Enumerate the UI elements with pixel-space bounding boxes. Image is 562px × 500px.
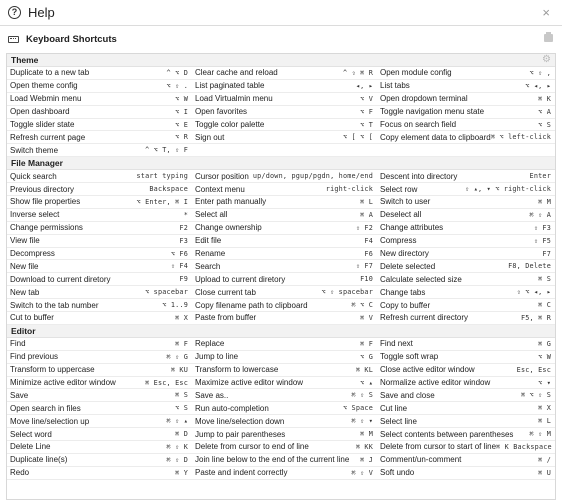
shortcut-action: Toggle navigation menu state xyxy=(380,107,485,117)
shortcut-entry xyxy=(7,312,192,325)
shortcut-entry xyxy=(7,389,192,402)
shortcut-keys: ⌥ W xyxy=(175,94,188,103)
shortcut-action: Calculate selected size xyxy=(380,274,462,284)
shortcut-entry xyxy=(7,260,192,273)
shortcut-entry xyxy=(7,402,192,415)
shortcut-keys: ⌥ T xyxy=(360,120,373,129)
shortcut-action: Search xyxy=(195,261,221,271)
shortcut-action: Change ownership xyxy=(195,223,262,233)
shortcut-keys: * xyxy=(183,210,188,219)
shortcut-entry xyxy=(7,351,192,364)
shortcut-action: View file xyxy=(10,236,40,246)
shortcut-keys: ⌥ ▾ xyxy=(538,378,551,387)
shortcut-entry xyxy=(192,441,377,454)
section-header xyxy=(7,325,555,338)
shortcut-entry xyxy=(7,235,192,248)
shortcut-entry xyxy=(7,428,192,441)
shortcut-keys: ⌘ Esc, Esc xyxy=(145,378,188,387)
shortcut-entry xyxy=(377,80,555,93)
shortcut-action: List paginated table xyxy=(195,81,265,91)
shortcut-action: New directory xyxy=(380,249,429,259)
shortcut-keys: ⌘ ⇧ ▾ xyxy=(351,417,373,426)
shortcut-keys: F10 xyxy=(360,275,373,284)
shortcut-action: Redo xyxy=(10,468,30,478)
shortcut-action: Switch theme xyxy=(10,145,59,155)
shortcut-action: Change permissions xyxy=(10,223,83,233)
shortcut-action: Cursor position xyxy=(195,171,249,181)
shortcut-action: Paste and indent correctly xyxy=(195,468,288,478)
shortcut-entry xyxy=(7,467,192,480)
shortcut-keys: ⌥ 1..9 xyxy=(162,301,188,310)
shortcut-keys: ⌘ ⇧ K xyxy=(166,442,188,451)
shortcut-keys: ⌘ F xyxy=(175,339,188,348)
shortcut-action: Jump to line xyxy=(195,352,239,362)
shortcut-entry xyxy=(377,428,555,441)
shortcut-entry xyxy=(7,93,192,106)
shortcut-entry xyxy=(192,454,377,467)
shortcut-keys: ⌘ S xyxy=(175,391,188,400)
shortcut-entry xyxy=(192,119,377,132)
shortcut-action: Change attributes xyxy=(380,223,444,233)
shortcut-entry xyxy=(377,93,555,106)
shortcut-entry xyxy=(192,467,377,480)
shortcut-action: Save xyxy=(10,390,29,400)
shortcut-keys: ⌥ R xyxy=(175,133,188,142)
shortcut-keys: ⌥ F6 xyxy=(170,249,188,258)
shortcut-keys: ⌘ ⇧ M xyxy=(529,430,551,439)
section-header xyxy=(7,54,555,67)
shortcut-action: Run auto-completion xyxy=(195,403,269,413)
shortcut-keys: ⌘ A xyxy=(360,210,373,219)
shortcut-action: Quick search xyxy=(10,171,57,181)
shortcut-keys: ⌘ ⇧ G xyxy=(166,352,188,361)
shortcut-action: Load Webmin menu xyxy=(10,94,82,104)
shortcut-keys: ⇧ ⌥ ◂, ▸ xyxy=(516,288,551,297)
shortcut-entry xyxy=(7,364,192,377)
shortcut-entry xyxy=(377,248,555,261)
shortcut-keys: ^ ⇧ ⌘ R xyxy=(342,68,373,77)
shortcut-action: Delete Line xyxy=(10,442,51,452)
shortcut-keys: ⌘ KU xyxy=(170,365,188,374)
shortcut-entry xyxy=(192,299,377,312)
shortcut-action: Minimize active editor window xyxy=(10,378,116,388)
shortcut-action: Transform to lowercase xyxy=(195,365,279,375)
shortcut-entry xyxy=(377,389,555,402)
shortcut-entry xyxy=(377,183,555,196)
shortcut-keys: F8, Delete xyxy=(508,262,551,271)
shortcut-keys: ⌥ Space xyxy=(342,404,373,413)
shortcut-keys: ⌥ W xyxy=(538,352,551,361)
shortcut-action: Show file properties xyxy=(10,197,81,207)
shortcut-action: Join line below to the end of the current line xyxy=(195,455,350,465)
shortcut-entry xyxy=(7,106,192,119)
shortcut-entry xyxy=(7,131,192,144)
gear-icon[interactable]: ⚙ xyxy=(542,54,551,65)
shortcut-entry xyxy=(7,222,192,235)
shortcut-action: Toggle soft wrap xyxy=(380,352,439,362)
shortcut-action: Decompress xyxy=(10,249,55,259)
shortcut-action: Delete selected xyxy=(380,261,436,271)
shortcut-keys: Esc, Esc xyxy=(516,365,551,374)
shortcut-keys: ⇧ F4 xyxy=(170,262,188,271)
shortcut-entry xyxy=(7,144,192,157)
shortcut-entry xyxy=(7,286,192,299)
shortcut-keys: F7 xyxy=(542,249,551,258)
shortcut-action: Toggle color palette xyxy=(195,120,265,129)
shortcut-keys: ⌘ ⇧ V xyxy=(351,468,373,477)
shortcut-action: Save as.. xyxy=(195,390,229,400)
shortcut-entry xyxy=(192,183,377,196)
shortcut-keys: ^ ⌥ T, ⇧ F xyxy=(145,146,188,155)
shortcut-keys: F9 xyxy=(179,275,188,284)
shortcut-keys: ◂, ▸ xyxy=(355,81,373,90)
shortcut-action: Duplicate to a new tab xyxy=(10,68,90,78)
shortcut-action: Sign out xyxy=(195,132,225,142)
shortcut-entry xyxy=(377,467,555,480)
shortcut-action: Edit file xyxy=(195,236,222,246)
shortcut-action: Switch to user xyxy=(380,197,431,207)
shortcut-keys: ⌘ J xyxy=(360,455,373,464)
shortcut-entry xyxy=(377,131,555,144)
shortcut-action: Load Virtualmin menu xyxy=(195,94,273,104)
shortcut-entry xyxy=(7,80,192,93)
shortcut-action: Find next xyxy=(380,339,413,349)
section-header xyxy=(7,157,555,170)
shortcut-keys: ⌥ ⇧ spacebar xyxy=(321,288,373,297)
shortcut-keys: ⇧ F3 xyxy=(533,223,551,232)
shortcut-action: Move line/selection down xyxy=(195,416,285,426)
shortcut-action: Find xyxy=(10,339,26,349)
shortcut-entry xyxy=(377,170,555,183)
shortcut-action: Toggle slider state xyxy=(10,120,75,129)
shortcut-action: Clear cache and reload xyxy=(195,68,278,78)
shortcut-keys: ⇧ ▴, ▾ ⌥ right-click xyxy=(465,185,551,194)
shortcut-entry xyxy=(7,273,192,286)
shortcut-entry xyxy=(7,299,192,312)
shortcut-entry xyxy=(7,248,192,261)
shortcut-entry xyxy=(192,364,377,377)
print-icon[interactable] xyxy=(544,34,553,42)
shortcut-action: Duplicate line(s) xyxy=(10,455,68,465)
shortcut-entry xyxy=(192,351,377,364)
shortcut-grid xyxy=(7,338,555,480)
shortcut-action: Open favorites xyxy=(195,107,248,117)
shortcut-entry xyxy=(192,106,377,119)
shortcut-action: Replace xyxy=(195,339,225,349)
shortcut-entry xyxy=(377,222,555,235)
shortcut-keys: ⌥ V xyxy=(360,94,373,103)
shortcut-entry xyxy=(192,415,377,428)
shortcut-grid xyxy=(7,67,555,157)
shortcut-action: Maximize active editor window xyxy=(195,378,304,388)
shortcut-keys: ⌘ V xyxy=(360,313,373,322)
shortcut-entry xyxy=(7,170,192,183)
shortcut-entry xyxy=(192,338,377,351)
shortcut-action: Select line xyxy=(380,416,417,426)
shortcut-keys: ⌘ / xyxy=(538,455,551,464)
shortcut-keys: ⌘ S xyxy=(538,275,551,284)
shortcut-keys: ⇧ F5 xyxy=(533,236,551,245)
shortcut-entry xyxy=(377,441,555,454)
shortcut-action: Copy to buffer xyxy=(380,300,431,310)
shortcut-entry xyxy=(377,196,555,209)
shortcut-action: Context menu xyxy=(195,184,245,194)
shortcut-action: Cut line xyxy=(380,403,408,413)
shortcut-entry xyxy=(377,67,555,80)
shortcut-entry xyxy=(377,351,555,364)
shortcut-keys: ⌘ K xyxy=(538,94,551,103)
shortcut-keys: ⌥ spacebar xyxy=(145,288,188,297)
shortcut-action: Save and close xyxy=(380,390,435,400)
shortcut-entry xyxy=(377,286,555,299)
shortcut-keys: ⌥ Enter, ⌘ I xyxy=(136,197,188,206)
shortcut-entry xyxy=(377,377,555,390)
shortcut-keys: up/down, pgup/pgdn, home/end xyxy=(252,172,373,181)
shortcut-keys: ⌘ L xyxy=(538,417,551,426)
shortcut-keys: ⌥ F xyxy=(360,107,373,116)
shortcut-entry xyxy=(377,312,555,325)
shortcuts-panel xyxy=(6,53,556,500)
shortcut-action: Normalize active editor window xyxy=(380,378,491,388)
shortcut-action: Select all xyxy=(195,210,228,220)
shortcut-action: Upload to current diretory xyxy=(195,274,286,284)
shortcut-action: Open search in files xyxy=(10,403,81,413)
shortcut-keys: ⌥ ▴ xyxy=(360,378,373,387)
shortcut-keys: right-click xyxy=(325,185,373,194)
shortcut-entry xyxy=(192,196,377,209)
shortcut-action: Descent into directory xyxy=(380,171,458,181)
shortcut-entry xyxy=(192,312,377,325)
shortcut-entry xyxy=(7,454,192,467)
shortcut-action: Deselect all xyxy=(380,210,422,220)
shortcut-keys: ⌥ ◂, ▸ xyxy=(525,81,551,90)
section-title: Editor xyxy=(11,325,36,336)
shortcut-entry xyxy=(7,67,192,80)
shortcut-action: Copy element data to clipboard xyxy=(380,132,491,142)
shortcut-entry xyxy=(377,209,555,222)
shortcut-keys: ^ ⌥ D xyxy=(166,68,188,77)
shortcut-entry xyxy=(7,441,192,454)
shortcut-action: Cut to buffer xyxy=(10,313,54,323)
shortcut-action: Compress xyxy=(380,236,417,246)
shortcut-action: List tabs xyxy=(380,81,410,91)
shortcut-action: Find previous xyxy=(10,352,59,362)
shortcut-entry xyxy=(192,80,377,93)
shortcut-entry xyxy=(377,364,555,377)
shortcut-action: Comment/un-comment xyxy=(380,455,462,465)
shortcut-keys: ⌥ I xyxy=(175,107,188,116)
shortcut-action: Download to current diretory xyxy=(10,274,111,284)
shortcut-keys: ⇧ F2 xyxy=(355,223,373,232)
shortcut-entry xyxy=(192,222,377,235)
shortcut-entry xyxy=(192,260,377,273)
shortcut-keys: Enter xyxy=(529,172,551,181)
dialog-header xyxy=(0,0,562,26)
shortcut-keys: ⌘ ⇧ D xyxy=(166,455,188,464)
shortcut-keys: ⌘ ⌥ left-click xyxy=(490,133,551,142)
shortcut-action: Inverse select xyxy=(10,210,60,220)
shortcut-entry xyxy=(377,235,555,248)
keyboard-icon xyxy=(8,36,19,43)
shortcut-entry xyxy=(377,415,555,428)
shortcut-entry xyxy=(192,209,377,222)
shortcut-entry xyxy=(377,106,555,119)
shortcut-action: Delete from cursor to start of line xyxy=(380,442,497,452)
shortcut-entry xyxy=(192,377,377,390)
shortcut-keys: ⌥ E xyxy=(175,120,188,129)
shortcut-entry xyxy=(377,273,555,286)
shortcut-keys: ⌘ M xyxy=(538,197,551,206)
shortcut-action: Open module config xyxy=(380,68,452,78)
shortcut-keys: F4 xyxy=(364,236,373,245)
shortcuts-title: Keyboard Shortcuts xyxy=(26,34,117,45)
shortcut-entry xyxy=(192,428,377,441)
shortcut-action: Enter path manually xyxy=(195,197,267,207)
shortcut-action: Delete from cursor to end of line xyxy=(195,442,309,452)
shortcut-action: Select word xyxy=(10,429,52,439)
help-icon: ? xyxy=(8,6,21,19)
shortcut-entry xyxy=(192,402,377,415)
shortcut-keys: ⌥ S xyxy=(175,404,188,413)
shortcut-keys: ⌘ L xyxy=(360,197,373,206)
shortcut-keys: ⌥ ⇧ , xyxy=(529,68,551,77)
shortcut-keys: ⌥ A xyxy=(538,107,551,116)
shortcut-keys: ⌘ D xyxy=(175,430,188,439)
shortcut-action: Focus on search field xyxy=(380,120,457,129)
section-title: File Manager xyxy=(11,158,63,169)
shortcut-keys: ⌥ S xyxy=(538,120,551,129)
shortcut-keys: Backspace xyxy=(149,185,188,194)
shortcut-keys: ⌘ ⇧ A xyxy=(529,210,551,219)
shortcut-action: Refresh current page xyxy=(10,132,86,142)
shortcut-keys: F5, ⌘ R xyxy=(520,313,551,322)
shortcut-entry xyxy=(192,273,377,286)
shortcut-keys: ⇧ F7 xyxy=(355,262,373,271)
shortcut-keys: ⌥ [ ⌥ [ xyxy=(342,133,373,142)
shortcut-action: Copy filename path to clipboard xyxy=(195,300,308,310)
shortcut-entry xyxy=(7,377,192,390)
shortcut-action: Soft undo xyxy=(380,468,415,478)
shortcut-entry xyxy=(192,286,377,299)
shortcut-action: Transform to uppercase xyxy=(10,365,95,375)
shortcut-action: Previous directory xyxy=(10,184,75,194)
shortcut-keys: ⌘ F xyxy=(360,339,373,348)
shortcut-entry xyxy=(7,415,192,428)
shortcut-action: Select row xyxy=(380,184,418,194)
shortcut-keys: ⌘ X xyxy=(538,404,551,413)
shortcut-keys: ⌘ M xyxy=(360,430,373,439)
shortcut-entry xyxy=(377,119,555,132)
shortcut-entry xyxy=(192,93,377,106)
shortcut-keys: ⌘ G xyxy=(538,339,551,348)
shortcut-action: Move line/selection up xyxy=(10,416,90,426)
shortcut-keys: ⌘ ⇧ ▴ xyxy=(166,417,188,426)
shortcut-keys: ⌘ KK xyxy=(355,442,373,451)
shortcut-keys: start typing xyxy=(136,172,188,181)
shortcut-keys: ⌘ KL xyxy=(355,365,373,374)
shortcut-entry xyxy=(377,402,555,415)
shortcut-action: Switch to the tab number xyxy=(10,300,99,310)
shortcut-action: New file xyxy=(10,261,39,271)
shortcut-action: New tab xyxy=(10,287,40,297)
shortcut-entry xyxy=(192,131,377,144)
shortcut-action: Select contents between parentheses xyxy=(380,429,514,439)
shortcut-entry xyxy=(7,119,192,132)
shortcuts-header xyxy=(0,26,562,52)
shortcut-keys: F2 xyxy=(179,223,188,232)
shortcut-keys: ⌘ C xyxy=(538,301,551,310)
shortcut-entry xyxy=(377,144,555,157)
shortcut-keys: ⌘ ⇧ S xyxy=(351,391,373,400)
shortcut-action: Refresh current directory xyxy=(380,313,469,323)
shortcut-keys: ⌘ K Backspace xyxy=(496,442,552,451)
shortcut-entry xyxy=(377,454,555,467)
shortcut-keys: F3 xyxy=(179,236,188,245)
shortcut-entry xyxy=(192,144,377,157)
shortcut-action: Rename xyxy=(195,249,226,259)
shortcut-action: Change tabs xyxy=(380,287,426,297)
dialog-title: Help xyxy=(28,5,55,20)
close-icon[interactable]: × xyxy=(542,5,550,20)
shortcut-keys: ⌥ G xyxy=(360,352,373,361)
shortcut-keys: ⌘ ⌥ C xyxy=(351,301,373,310)
shortcut-keys: ⌘ U xyxy=(538,468,551,477)
shortcut-entry xyxy=(192,235,377,248)
shortcut-entry xyxy=(192,389,377,402)
shortcut-keys: ⌥ ⇧ . xyxy=(166,81,188,90)
shortcut-entry xyxy=(7,183,192,196)
shortcut-entry xyxy=(377,260,555,273)
shortcut-entry xyxy=(7,196,192,209)
shortcut-keys: ⌘ X xyxy=(175,313,188,322)
shortcut-entry xyxy=(192,170,377,183)
shortcut-action: Paste from buffer xyxy=(195,313,257,323)
shortcut-entry xyxy=(7,338,192,351)
shortcut-action: Open theme config xyxy=(10,81,78,91)
shortcut-keys: F6 xyxy=(364,249,373,258)
shortcut-action: Close active editor window xyxy=(380,365,475,375)
shortcut-keys: ⌘ Y xyxy=(175,468,188,477)
shortcut-action: Open dashboard xyxy=(10,107,70,117)
shortcut-entry xyxy=(377,299,555,312)
shortcut-entry xyxy=(192,67,377,80)
shortcut-entry xyxy=(192,248,377,261)
shortcut-action: Open dropdown terminal xyxy=(380,94,468,104)
shortcut-keys: ⌘ ⌥ ⇧ S xyxy=(520,391,551,400)
shortcut-action: Close current tab xyxy=(195,287,256,297)
shortcut-action: Jump to pair parentheses xyxy=(195,429,286,439)
section-title: Theme xyxy=(11,55,39,65)
shortcut-entry xyxy=(377,338,555,351)
shortcut-entry xyxy=(7,209,192,222)
shortcut-grid xyxy=(7,170,555,325)
